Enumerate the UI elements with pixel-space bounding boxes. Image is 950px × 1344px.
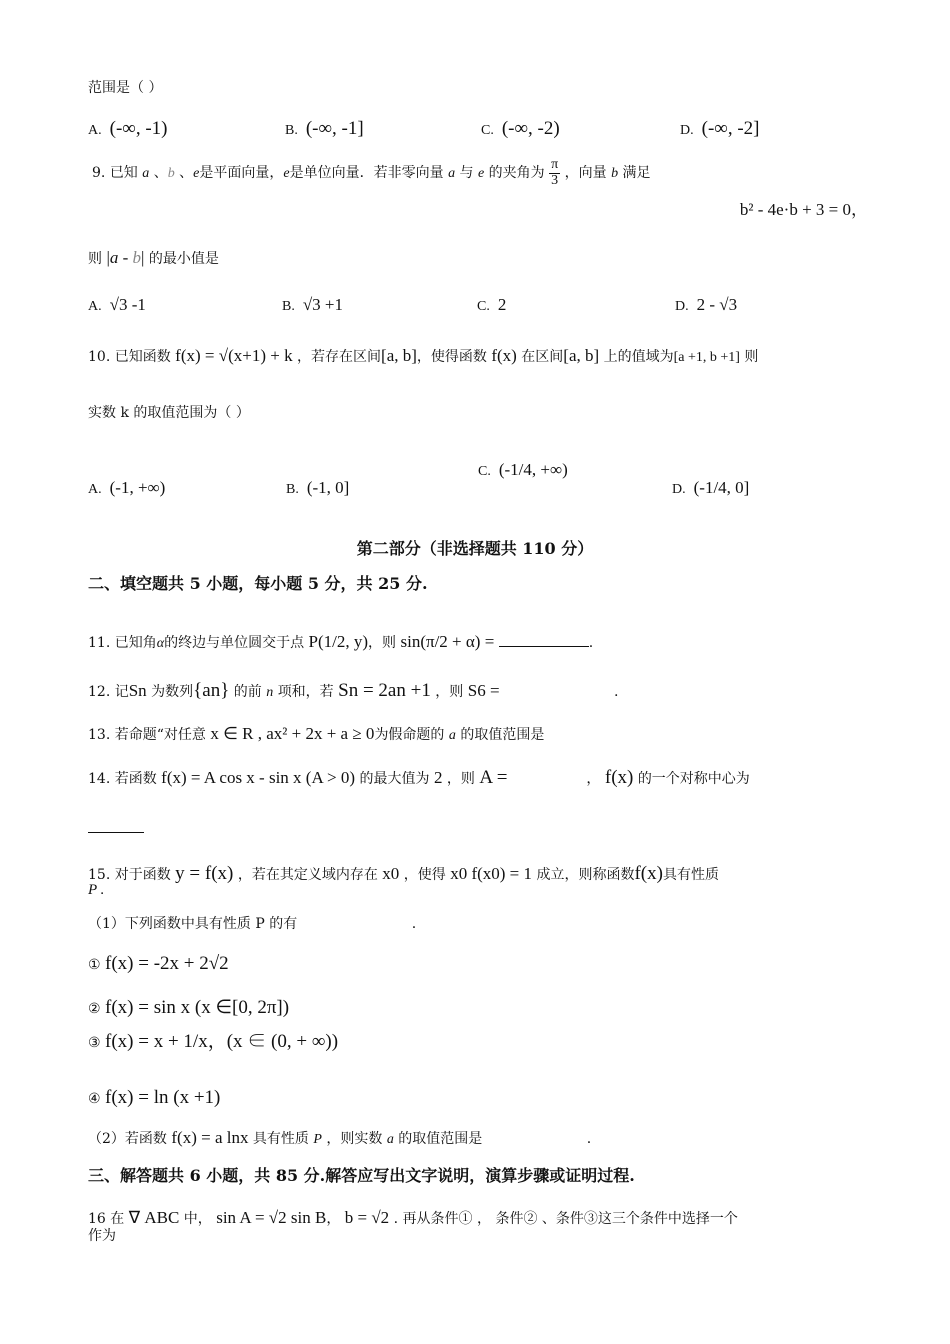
q14-text: ，则: [446, 771, 475, 787]
q14-text: 的最大值为: [359, 771, 430, 787]
q15-text: ，使得: [403, 867, 446, 883]
q16-equation-2: b = √2: [344, 1208, 390, 1227]
q15-sub2-text: ，则实数: [326, 1131, 383, 1147]
q15-fx: f(x): [634, 863, 663, 884]
q9-line1: 9. 已知 a 、b 、e是平面向量，e是单位向量．若非零向量 a 与 e 的夹角为 $\frac{\pi}{3}$ ，向量 b 满足: [92, 157, 651, 188]
q15-item-4: [88, 1084, 862, 1112]
q10-text: 上的值域为: [603, 349, 674, 365]
q10-line1: [88, 344, 862, 369]
q12-line: [88, 677, 862, 705]
question-number: 11.: [88, 635, 111, 651]
option-value: 2: [497, 295, 507, 314]
q10-option-b[interactable]: [286, 478, 349, 498]
q16-text: 中，: [183, 1211, 212, 1227]
q9-text: 是单位向量．若非零向量: [289, 165, 444, 182]
q15-sub2-P: P: [313, 1132, 322, 1147]
q15-item-1: [88, 950, 862, 978]
q9-text: 满足: [622, 165, 651, 182]
option-value: (-1, 0]: [306, 478, 350, 497]
option-label: A.: [88, 123, 102, 138]
q13-text: 若命题“对任意: [114, 727, 206, 743]
q14-text: 的一个对称中心为: [637, 771, 750, 787]
q12-text: 的前: [233, 684, 262, 700]
q16-triangle: ∇ ABC: [128, 1208, 180, 1227]
option-label: C.: [477, 299, 490, 314]
item-expression: f(x) = -2x + 2√2: [105, 953, 229, 974]
alpha-symbol: α: [156, 636, 165, 651]
q15-sub2-end: .: [586, 1131, 592, 1147]
vector-b: b: [167, 166, 175, 182]
q12-s6: S6 =: [467, 681, 500, 700]
question-number: 13.: [88, 727, 111, 743]
q15-item-3: [88, 1028, 862, 1056]
q15-function: y = f(x): [175, 863, 234, 884]
q15-sub2-function: f(x) = a lnx: [171, 1128, 249, 1147]
q12-text: 记: [114, 684, 129, 700]
option-value: (-∞, -2): [501, 118, 560, 139]
q8-tail: 范围是（ ）: [88, 80, 163, 96]
item-label: ①: [88, 957, 101, 973]
option-value: √3 +1: [302, 295, 344, 314]
q15-text: 成立，则称函数: [536, 867, 635, 883]
q12-n: n: [266, 685, 274, 700]
q13-text: 为假命题的: [374, 727, 445, 743]
q12-text: 为数列: [151, 684, 194, 700]
q16-text: . 再从条件① ， 条件② 、条件③这三个条件中选择一个: [393, 1211, 738, 1227]
q9-option-d[interactable]: [675, 295, 737, 315]
option-label: B.: [286, 482, 299, 497]
section-answer: 三、解答题共 6 小题，共 85 分.解答应写出文字说明，演算步骤或证明过程.: [88, 1166, 635, 1185]
q15-sub2-text: 的取值范围是: [398, 1131, 483, 1147]
option-value: (-1/4, 0]: [693, 478, 750, 497]
q9-text: 则: [88, 251, 102, 267]
option-label: A.: [88, 299, 102, 314]
option-value: (-1, +∞): [109, 478, 166, 497]
q15-x0: x0: [382, 864, 400, 883]
q13-text: 的取值范围是: [460, 727, 545, 743]
q15-sub1-text: （1）下列函数中具有性质 P 的有: [88, 916, 298, 932]
item-expression: f(x) = ln (x +1): [105, 1087, 221, 1108]
item-label: ④: [88, 1091, 101, 1107]
q15-condition: x0 f(x0) = 1: [450, 864, 533, 883]
q14-text: 若函数: [114, 771, 157, 787]
q15-P: P .: [88, 882, 105, 898]
q8-option-d[interactable]: [680, 118, 759, 140]
q10-text: 在区间: [521, 349, 564, 365]
q10-text: ，使得函数: [416, 349, 487, 365]
q10-text: ，若存在区间: [297, 349, 382, 365]
q16-equation-1: sin A = √2 sin B: [216, 1208, 327, 1227]
question-number: 14.: [88, 771, 111, 787]
q14-max: 2: [433, 768, 443, 787]
item-expression: f(x) = x + 1/x，(x ∈ (0, + ∞)): [105, 1031, 339, 1052]
option-label: D.: [680, 123, 694, 138]
q8-option-a[interactable]: [88, 118, 167, 140]
answer-blank[interactable]: [499, 646, 589, 647]
q14-A: A =: [479, 767, 508, 788]
vector-a: a: [448, 166, 456, 182]
q9-line2: [88, 246, 862, 271]
q9-option-a[interactable]: [88, 295, 146, 315]
q16-line2: 作为: [88, 1228, 116, 1244]
option-value: √3 -1: [109, 295, 146, 314]
q12-end: .: [613, 684, 619, 700]
q10-range: [a +1, b +1]: [673, 350, 740, 365]
q10-fx: f(x): [491, 346, 517, 365]
q11-text: 的终边与单位圆交于点: [164, 635, 305, 651]
option-label: A.: [88, 482, 102, 497]
q12-sn: Sn: [128, 681, 147, 700]
q15-sub1-end: .: [411, 916, 417, 932]
q13-a: a: [448, 728, 456, 743]
angle-fraction: [549, 158, 560, 188]
section-fill-in: 二、填空题共 5 小题，每小题 5 分，共 25 分.: [88, 574, 428, 593]
vector-e: e: [193, 166, 200, 182]
q8-option-b[interactable]: [285, 118, 364, 140]
option-label: D.: [675, 299, 689, 314]
option-value: 2 - √3: [696, 295, 738, 314]
item-expression: f(x) = sin x (x ∈[0, 2π]): [105, 997, 290, 1018]
part2-title: 第二部分（非选择题共 110 分）: [356, 539, 594, 558]
question-number: 9.: [92, 165, 106, 182]
q16-text: ，: [326, 1211, 341, 1227]
q11-line: [88, 630, 862, 655]
option-value: (-∞, -1): [109, 118, 168, 139]
q14-function: f(x) = A cos x - sin x (A > 0): [161, 768, 356, 787]
question-number: 15.: [88, 867, 111, 883]
q10-option-c[interactable]: [478, 460, 568, 480]
vector-e: e: [283, 166, 290, 182]
q12-equation: Sn = 2an +1: [338, 680, 431, 701]
q12-text: ，则: [435, 684, 464, 700]
vector-e: e: [477, 166, 485, 182]
option-value: (-∞, -1]: [305, 118, 364, 139]
q11-text: 已知角: [114, 635, 157, 651]
question-number: 12.: [88, 684, 111, 700]
q13-condition: x ∈ R , ax² + 2x + a ≥ 0: [210, 724, 375, 743]
q9-text: 与: [459, 165, 474, 182]
item-label: ②: [88, 1001, 101, 1017]
q15-sub2-text: 具有性质: [252, 1131, 309, 1147]
q15-text: ，若在其定义域内存在: [237, 867, 378, 883]
q12-sequence: {an}: [193, 680, 230, 701]
vector-a: a: [142, 166, 150, 182]
q10-option-a[interactable]: [88, 478, 165, 498]
question-number: 16: [88, 1211, 106, 1227]
item-label: ③: [88, 1035, 101, 1051]
q10-option-d[interactable]: [672, 478, 749, 498]
q15-text: 具有性质: [662, 867, 719, 883]
q10-text: 则: [744, 349, 759, 365]
q14-line: [88, 764, 862, 792]
q9-text: 的夹角为: [488, 165, 545, 182]
q10-line2: 实数 k 的取值范围为（ ）: [88, 405, 250, 421]
fraction-numerator: π: [551, 157, 559, 172]
option-label: C.: [478, 464, 491, 479]
q9-text: 已知: [109, 165, 138, 182]
q10-interval: [a, b]: [563, 346, 600, 365]
q15-text: 对于函数: [114, 867, 171, 883]
q11-text: ，则: [368, 635, 397, 651]
q9-option-b[interactable]: [282, 295, 343, 315]
option-value: (-∞, -2]: [701, 118, 760, 139]
q9-text: 是平面向量，: [199, 165, 284, 182]
q16-text: 在: [110, 1211, 125, 1227]
q15-sub2-text: （2）若函数: [88, 1131, 167, 1147]
question-number: 10.: [88, 349, 111, 365]
q9-equation: b² - 4e·b + 3 = 0，: [739, 200, 868, 219]
option-label: B.: [285, 123, 298, 138]
q15-item-2: [88, 994, 862, 1022]
q15-sub2: [88, 1126, 862, 1151]
q10-text: 已知函数: [114, 349, 171, 365]
option-label: B.: [282, 299, 295, 314]
option-label: D.: [672, 482, 686, 497]
fraction-denominator: 3: [551, 172, 559, 188]
q9-text: ，向量: [564, 165, 607, 182]
q11-end: .: [588, 635, 594, 651]
q14-text: ，: [586, 771, 601, 787]
vector-b: b: [611, 166, 619, 182]
q14-fx: f(x): [604, 767, 634, 788]
q15-sub1: [88, 914, 862, 934]
q9-option-c[interactable]: [477, 295, 506, 315]
q11-point: P(1/2, y): [308, 632, 369, 651]
option-label: C.: [481, 123, 494, 138]
answer-blank[interactable]: [88, 832, 144, 833]
q9-text: 的最小值是: [148, 251, 219, 267]
q8-option-c[interactable]: [481, 118, 560, 140]
q11-expression: sin(π/2 + α) =: [400, 632, 495, 651]
q15-sub2-a: a: [386, 1132, 394, 1147]
q10-interval: [a, b]: [381, 346, 417, 365]
q12-text: 项和，若: [277, 684, 334, 700]
abs-a-minus-b: |a - b|: [106, 248, 145, 267]
q10-function: f(x) = √(x+1) + k: [175, 346, 293, 365]
option-value: (-1/4, +∞): [498, 460, 568, 479]
q13-line: [88, 722, 862, 747]
